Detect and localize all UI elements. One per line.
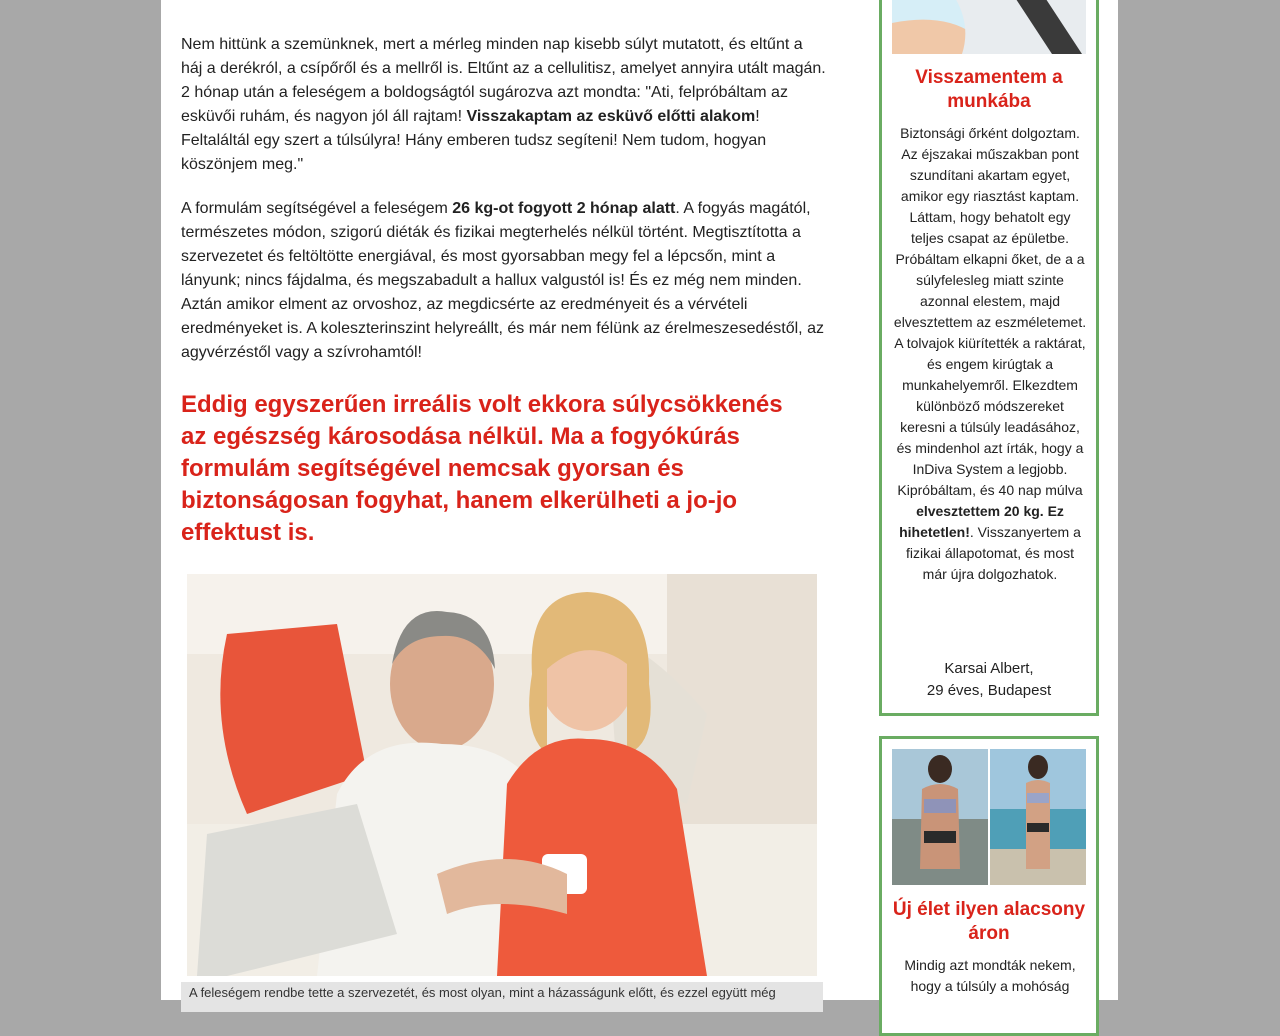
author-info: 29 éves, Budapest <box>926 682 1052 699</box>
article-paragraph-2 <box>181 197 826 365</box>
testimonial-author-1 <box>888 658 1090 702</box>
paragraph-bold: Visszakaptam az esküvő előtti alakom <box>466 108 756 125</box>
article-headline: Eddig egyszerűen irreális volt ekkora súlycsökkenés az egészség károsodása nélkül. Ma a fogyókúrás formulám segítségével nemcsak gyorsan és biztonságosan fogyhat, hanem elkerülheti a jo-jo effektust is. <box>181 391 783 546</box>
before-after-illustration <box>892 749 1086 885</box>
paragraph-text: A formulám segítségével a feleségem <box>181 200 453 217</box>
testimonial-title-1: Visszamentem a munkába <box>915 67 1063 112</box>
testimonial-text-1 <box>892 123 1088 585</box>
couple-photo-illustration <box>187 574 817 976</box>
author-name: Karsai Albert, <box>944 660 1034 677</box>
testimonial-text: . Visszanyertem a fizikai állapotomat, és most már újra dolgozhatok. <box>905 524 1081 582</box>
photo-caption: A feleségem rendbe tette a szervezetét, és most olyan, mint a házasságunk előtt, és ezzel együtt még <box>181 982 823 1012</box>
article-paragraph-1 <box>181 33 826 177</box>
paragraph-text: Nem hittünk a szemünknek, mert a mérleg minden nap kisebb súlyt mutatott, és eltűnt a háj a derékról, a csípőről és a mellről is. Eltűnt az a cellulitisz, amelyet annyira utált magán. 2 hónap után a feleségem a boldogságtól sugározva azt mondta: "Ati, felpróbáltam az esküvői ruhám, és nagyon jól áll rajtam! <box>181 36 826 125</box>
before-after-photo <box>892 749 1086 885</box>
testimonial-text-2: Mindig azt mondták nekem, hogy a túlsúly a mohóság <box>904 957 1076 994</box>
testimonial-title-2: Új élet ilyen alacsony áron <box>892 899 1086 944</box>
page <box>161 0 1118 1000</box>
testimonial-photo-1 <box>892 0 1086 54</box>
man-portrait-illustration <box>892 0 1086 54</box>
testimonial-card-1 <box>879 0 1099 716</box>
testimonial-card-2 <box>879 736 1099 1036</box>
paragraph-text: . A fogyás magától, természetes módon, szigorú diéták és fizikai megterhelés nélkül történt. Megtisztította a szervezetet és feltöltötte energiával, és most gyorsabban megy fel a lépcsőn, mint a lányunk; nincs fájdalma, és megszabadult a hallux valgustól is! És ez még nem minden. Aztán amikor elment az orvoshoz, az megdicsérte az eredményeit és a vérvételi eredményeket is. A koleszterinszint helyreállt, és már nem félünk az érelmeszesedéstől, az agyvérzéstől vagy a szívrohamtól! <box>181 200 824 361</box>
testimonial-text-bold: elvesztettem 20 kg. Ez hihetetlen! <box>899 503 1064 540</box>
couple-photo <box>187 574 817 976</box>
paragraph-bold: 26 kg-ot fogyott 2 hónap alatt <box>452 200 676 217</box>
testimonial-text: Biztonsági őrként dolgoztam. Az éjszakai műszakban pont szundítani akartam egyet, amikor egy riasztást kaptam. Láttam, hogy behatolt egy teljes csapat az épületbe. Próbáltam elkapni őket, de a a súlyfelesleg miatt szinte azonnal elestem, majd elvesztettem az eszméletemet. A tolvajok kiürítették a raktárat, és engem kirúgtak a munkahelyemről. Elkezdtem különböző módszereket keresni a túlsúly leadásához, és mindenhol azt írták, hogy a InDiva System a legjobb. Kipróbáltam, és 40 nap múlva <box>893 125 1087 498</box>
paragraph-text: ! Feltaláltál egy szert a túlsúlyra! Hány emberen tudsz segíteni! Nem tudom, hogyan köszönjem meg." <box>181 108 767 173</box>
